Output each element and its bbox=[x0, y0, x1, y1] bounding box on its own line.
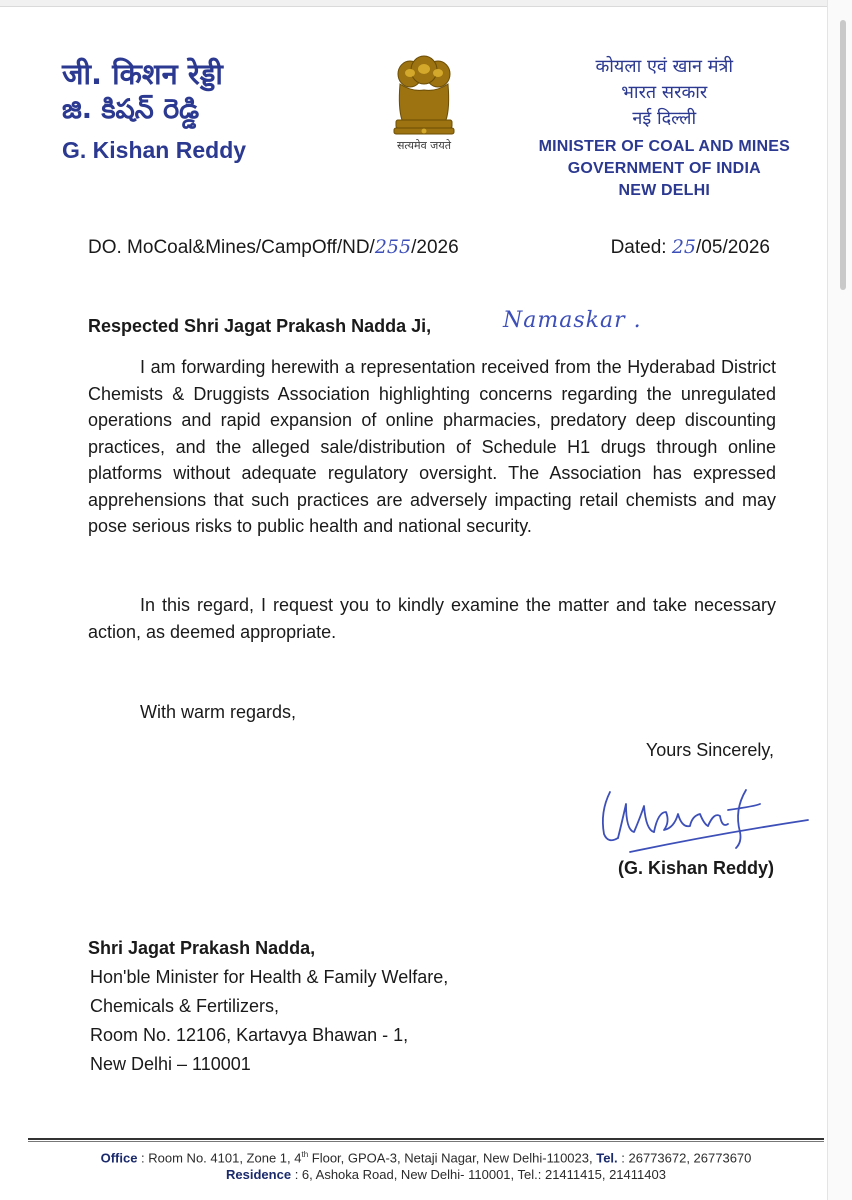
office-title-block bbox=[539, 54, 790, 202]
footer-divider-thin bbox=[28, 1141, 824, 1142]
footer-residence-text: : 6, Ashoka Road, New Delhi- 110001, Tel.: 21411415, 21411403 bbox=[291, 1167, 666, 1182]
body-paragraph-1: I am forwarding herewith a representation received from the Hyderabad District Chemists & Druggists Association highlighting concerns regarding the unregulated operations and rapid expansion of online pharmacies, predatory deep discounting practices, and the alleged sale/distribution of Schedule H1 drugs through online platforms without adequate regulatory oversight. The Association has expressed apprehensions that such practices are adversely impacting retail chemists and may pose serious risks to public health and national security. bbox=[88, 357, 776, 536]
office-title-hindi-2: भारत सरकार bbox=[621, 82, 708, 103]
sender-name-block bbox=[62, 56, 246, 168]
footer-office-label: Office bbox=[100, 1150, 138, 1166]
letter-date bbox=[611, 236, 770, 259]
addressee-line-3: Room No. 12106, Kartavya Bhawan - 1, bbox=[90, 1025, 409, 1045]
reference-handwritten-number: 255 bbox=[374, 236, 412, 258]
addressee-line-2: Chemicals & Fertilizers, bbox=[90, 996, 280, 1016]
footer-residence-line bbox=[0, 1167, 852, 1182]
footer-office-text-b: Floor, GPOA-3, Netaji Nagar, New Delhi-110023, bbox=[308, 1150, 597, 1166]
office-title-hindi-3: नई दिल्ली bbox=[632, 108, 697, 129]
scrollbar-thumb[interactable] bbox=[840, 20, 846, 290]
salutation: Respected Shri Jagat Prakash Nadda Ji, bbox=[88, 316, 432, 336]
date-handwritten-day: 25 bbox=[671, 236, 697, 258]
handwritten-greeting: Namaskar . bbox=[503, 308, 642, 333]
footer-divider bbox=[28, 1138, 824, 1140]
footer-office-line bbox=[0, 1150, 852, 1165]
sender-name-telugu: జి. కిషన్ రెడ్డి bbox=[62, 94, 200, 125]
signature-icon bbox=[596, 782, 816, 854]
footer-tel-label: Tel. bbox=[596, 1150, 618, 1166]
date-rest: /05/2026 bbox=[696, 237, 770, 258]
signatory-name: (G. Kishan Reddy) bbox=[617, 858, 774, 878]
footer-residence-label: Residence bbox=[226, 1167, 292, 1182]
sender-name-english: G. Kishan Reddy bbox=[62, 137, 247, 163]
page-top-edge bbox=[0, 0, 852, 7]
office-title-english-1: MINISTER OF COAL AND MINES bbox=[538, 138, 790, 155]
emblem-motto: सत्यमेव जयते bbox=[396, 139, 451, 152]
regards-line: With warm regards, bbox=[140, 702, 297, 722]
closing-line: Yours Sincerely, bbox=[645, 740, 774, 760]
scrollbar-track[interactable] bbox=[827, 0, 852, 1200]
footer-tel-text: : 26773672, 26773670 bbox=[617, 1150, 752, 1166]
footer-office-text-a: : Room No. 4101, Zone 1, 4 bbox=[137, 1150, 302, 1166]
reference-number bbox=[88, 236, 459, 259]
office-title-english-2: GOVERNMENT OF INDIA bbox=[567, 160, 761, 177]
addressee-block bbox=[88, 934, 448, 1079]
addressee-line-1: Hon'ble Minister for Health & Family Welfare, bbox=[90, 967, 449, 987]
body-paragraph-2: In this regard, I request you to kindly examine the matter and take necessary action, as deemed appropriate. bbox=[88, 595, 776, 642]
reference-suffix: /2026 bbox=[411, 237, 459, 258]
office-title-hindi-1: कोयला एवं खान मंत्री bbox=[595, 56, 734, 77]
sender-name-hindi: जी. किशन रेड्डी bbox=[62, 57, 223, 91]
reference-prefix: DO. MoCoal&Mines/CampOff/ND/ bbox=[88, 237, 375, 258]
office-title-english-3: NEW DELHI bbox=[618, 182, 711, 199]
addressee-name: Shri Jagat Prakash Nadda, bbox=[88, 938, 316, 958]
addressee-line-4: New Delhi – 110001 bbox=[90, 1054, 251, 1074]
dated-label: Dated: bbox=[610, 237, 672, 258]
footer-office-sup: th bbox=[301, 1150, 309, 1159]
